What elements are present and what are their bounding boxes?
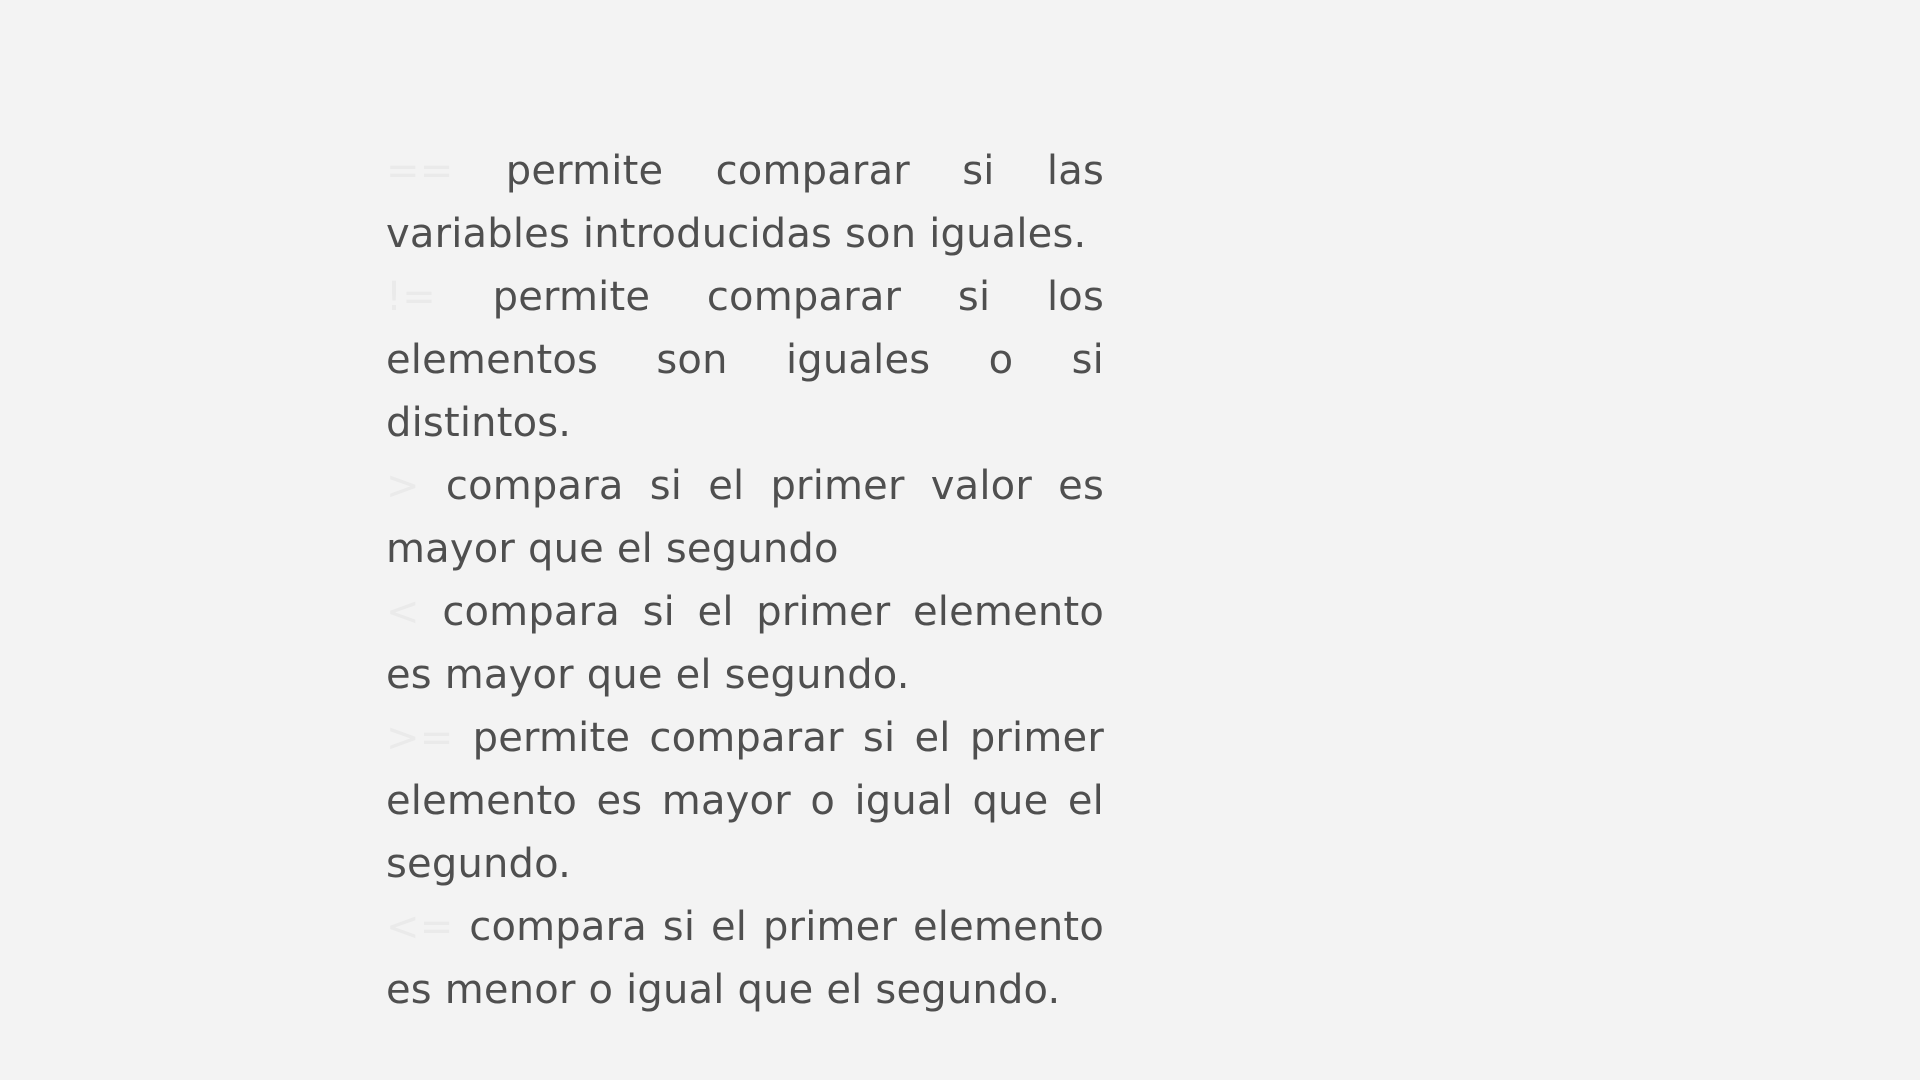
operator-symbol: !=: [386, 274, 436, 320]
operator-description: permite comparar si el primer elemento es mayor o igual que el segundo.: [386, 715, 1104, 887]
operator-item-greater: [386, 455, 1104, 581]
operator-item-not-equal: [386, 266, 1104, 455]
operator-description: compara si el primer elemento es menor o igual que el segundo.: [386, 904, 1104, 1013]
operator-symbol: <=: [386, 904, 454, 950]
operator-symbol: >=: [386, 715, 454, 761]
operator-description: permite comparar si las variables introducidas son iguales.: [386, 148, 1104, 257]
operator-item-greater-equal: [386, 707, 1104, 896]
operator-symbol: >: [386, 463, 420, 509]
operator-item-equal: [386, 140, 1104, 266]
operator-item-less: [386, 581, 1104, 707]
operator-description: compara si el primer elemento es mayor que el segundo.: [386, 589, 1104, 698]
operator-symbol: ==: [386, 148, 454, 194]
operators-list: [386, 140, 1104, 1022]
operator-description: compara si el primer valor es mayor que el segundo: [386, 463, 1104, 572]
operator-symbol: <: [386, 589, 420, 635]
operator-item-less-equal: [386, 896, 1104, 1022]
operator-description: permite comparar si los elementos son iguales o si distintos.: [386, 274, 1104, 446]
